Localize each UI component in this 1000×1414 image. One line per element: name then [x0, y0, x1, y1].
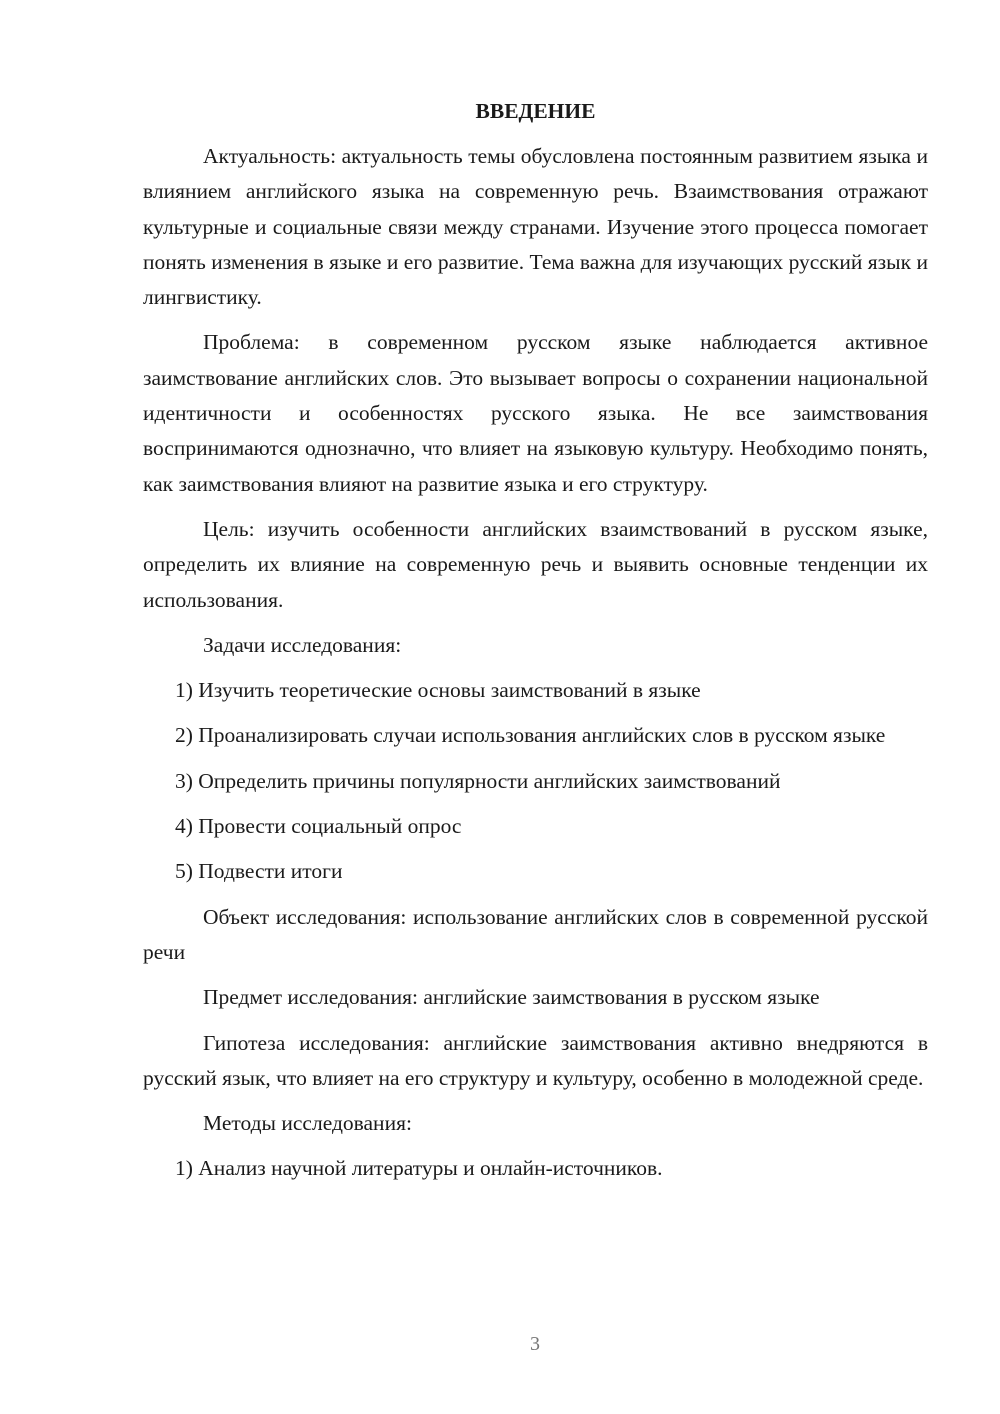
object-paragraph: Объект исследования: использование английских слов в современной русской речи [143, 904, 928, 964]
task-item: 2) Проанализировать случаи использования английских слов в русском языке [175, 723, 886, 748]
method-item: 1) Анализ научной литературы и онлайн-источников. [175, 1156, 663, 1181]
task-item: 5) Подвести итоги [175, 859, 343, 884]
page-title: ВВЕДЕНИЕ [475, 99, 596, 123]
methods-label: Методы исследования: [203, 1111, 412, 1136]
goal-paragraph: Цель: изучить особенности английских взаимствований в русском языке, определить их влияние на современную речь и выявить основные тенденции их использования. [143, 516, 928, 612]
hypothesis-paragraph: Гипотеза исследования: английские заимствования активно внедряются в русский язык, что влияет на его структуру и культуру, особенно в молодежной среде. [143, 1030, 928, 1090]
document-page [143, 94, 928, 1197]
relevance-paragraph: Актуальность: актуальность темы обусловлена постоянным развитием языка и влиянием английского языка на современную речь. Взаимствования отражают культурные и социальные связи между странами. Изучение этого процесса помогает понять изменения в языке и его развитие. Тема важна для изучающих русский язык и лингвистику. [143, 144, 928, 310]
task-item: 3) Определить причины популярности английских заимствований [175, 768, 781, 793]
subject-paragraph: Предмет исследования: английские заимствования в русском языке [203, 985, 820, 1010]
page-number: 3 [530, 1333, 540, 1355]
tasks-label: Задачи исследования: [203, 632, 402, 657]
task-item: 1) Изучить теоретические основы заимствований в языке [175, 678, 701, 703]
problem-paragraph: Проблема: в современном русском языке наблюдается активное заимствование английских слов. Это вызывает вопросы о сохранении национальной идентичности и особенностях русского языка. Не все заимствования воспринимаются однозначно, что влияет на языковую культуру. Необходимо понять, как заимствования влияют на развитие языка и его структуру. [143, 330, 928, 496]
task-item: 4) Провести социальный опрос [175, 814, 462, 839]
